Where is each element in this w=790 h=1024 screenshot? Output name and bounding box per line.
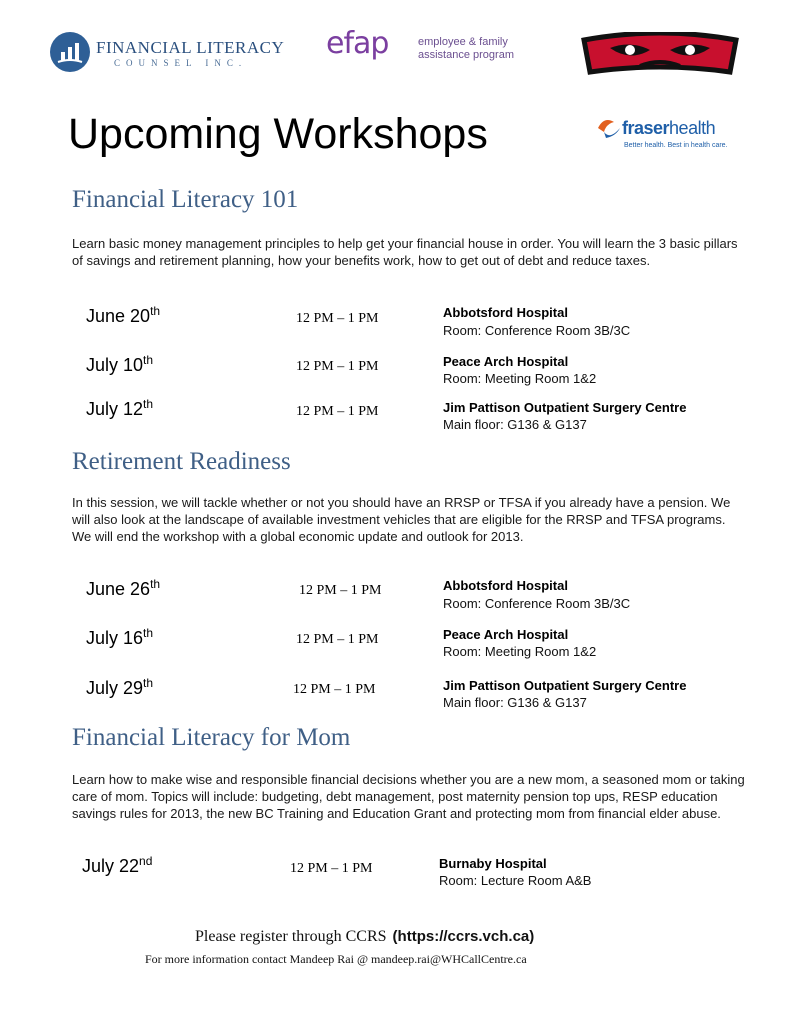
session-location: Burnaby Hospital xyxy=(439,856,547,871)
section-title: Retirement Readiness xyxy=(72,448,291,475)
efap-logo-line1: employee & family xyxy=(418,36,508,48)
flc-logo-title: FINANCIAL LITERACY xyxy=(96,38,285,57)
section-title: Financial Literacy 101 xyxy=(72,186,299,213)
session-time: 12 PM – 1 PM xyxy=(293,682,376,697)
session-time: 12 PM – 1 PM xyxy=(296,359,379,374)
efap-logo xyxy=(326,26,536,72)
session-date: June 20th xyxy=(86,304,161,326)
session-date: July 29th xyxy=(86,676,154,698)
flc-logo-subtitle: COUNSEL INC. xyxy=(114,58,248,68)
fraser-health-logo xyxy=(594,112,734,158)
contact-info: For more information contact Mandeep Rai @ mandeep.rai@WHCallCentre.ca xyxy=(145,952,527,966)
session-date: July 22nd xyxy=(82,854,153,876)
session-room: Room: Lecture Room A&B xyxy=(439,873,592,888)
session-time: 12 PM – 1 PM xyxy=(296,311,379,326)
session-date: June 26th xyxy=(86,577,161,599)
register-line xyxy=(195,928,534,946)
section-description: In this session, we will tackle whether or not you should have an RRSP or TFSA if you already have a pension. We will also look at the landscape of available investment vehicles that are eligible for the RRSP and TFSA programs. We will end the workshop with a global economic update and outlook for 2013. xyxy=(72,495,731,544)
session-room: Main floor: G136 & G137 xyxy=(443,695,587,710)
efap-logo-word: efap xyxy=(326,26,389,61)
fraser-health-mark-icon xyxy=(594,114,624,144)
register-url-link[interactable]: (https://ccrs.vch.ca) xyxy=(392,928,535,945)
book-chart-icon xyxy=(50,32,90,72)
session-date: July 10th xyxy=(86,353,154,375)
financial-literacy-counsel-logo xyxy=(50,32,290,76)
fraser-health-tagline: Better health. Best in health care. xyxy=(624,142,728,149)
session-location: Jim Pattison Outpatient Surgery Centre xyxy=(443,400,687,415)
session-room: Room: Conference Room 3B/3C xyxy=(443,596,631,611)
section-description: Learn how to make wise and responsible financial decisions whether you are a new mom, a seasoned mom or taking care of mom. Topics will include: budgeting, debt management, post maternity pension top ups, RESP education savings rules for 2013, the new BC Training and Education Grant and protecting mom from financial elder abuse. xyxy=(72,772,745,821)
session-room: Room: Conference Room 3B/3C xyxy=(443,323,631,338)
session-date: July 12th xyxy=(86,397,154,419)
native-art-logo-icon xyxy=(580,32,740,80)
session-location: Abbotsford Hospital xyxy=(443,578,568,593)
session-time: 12 PM – 1 PM xyxy=(296,632,379,647)
session-date: July 16th xyxy=(86,626,154,648)
session-time: 12 PM – 1 PM xyxy=(290,861,373,876)
session-location: Abbotsford Hospital xyxy=(443,305,568,320)
session-time: 12 PM – 1 PM xyxy=(299,583,382,598)
session-room: Room: Meeting Room 1&2 xyxy=(443,644,597,659)
session-room: Room: Meeting Room 1&2 xyxy=(443,371,597,386)
fraser-health-name: fraserhealth xyxy=(622,118,716,138)
section-title: Financial Literacy for Mom xyxy=(72,724,351,751)
session-location: Peace Arch Hospital xyxy=(443,627,569,642)
session-time: 12 PM – 1 PM xyxy=(296,404,379,419)
efap-logo-line2: assistance program xyxy=(418,49,514,61)
session-location: Jim Pattison Outpatient Surgery Centre xyxy=(443,678,687,693)
page-title: Upcoming Workshops xyxy=(68,110,488,158)
register-text: Please register through CCRS xyxy=(195,928,387,945)
session-location: Peace Arch Hospital xyxy=(443,354,569,369)
session-room: Main floor: G136 & G137 xyxy=(443,417,587,432)
section-description: Learn basic money management principles to help get your financial house in order. You will learn the 3 basic pillars of savings and retirement planning, how your benefits work, how to get out of debt and reduce taxes. xyxy=(72,236,738,268)
